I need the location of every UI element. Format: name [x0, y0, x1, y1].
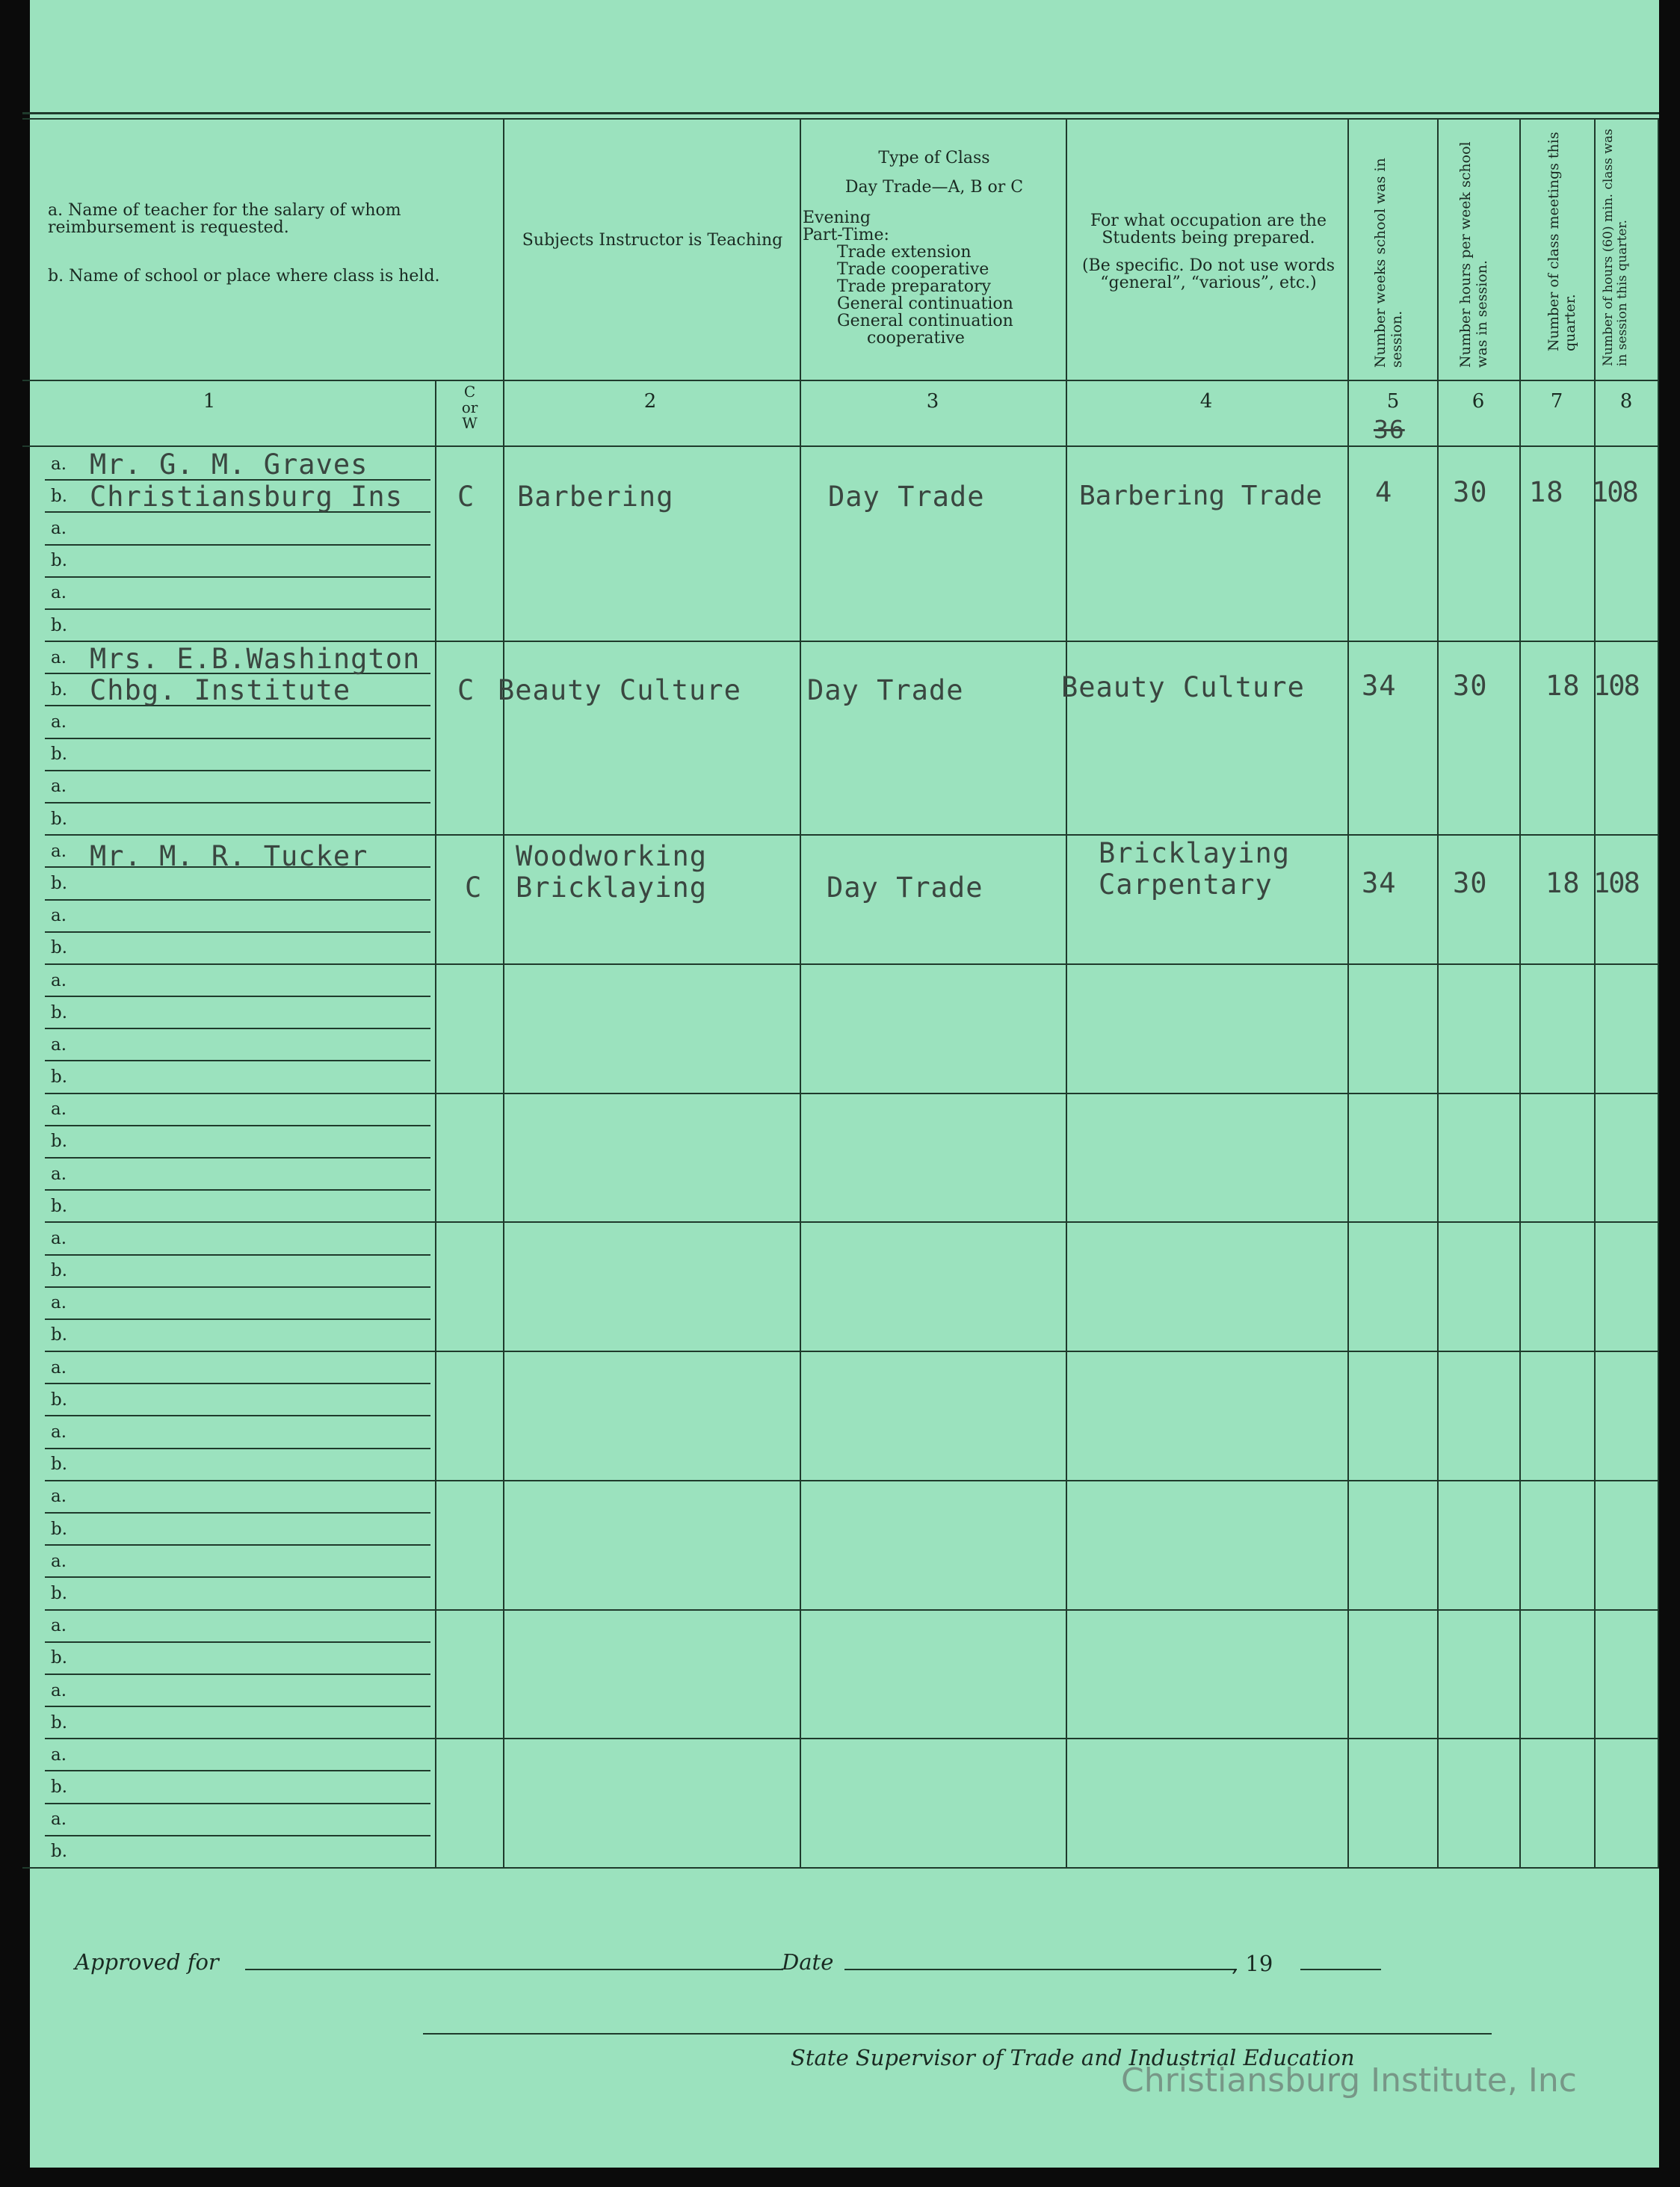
row-label-b: b.	[51, 1325, 68, 1345]
colnum-divider	[22, 445, 1659, 447]
row-divider	[45, 1157, 430, 1159]
entry-1-occupation: Barbering Trade	[1079, 481, 1323, 511]
row-label-b: b.	[51, 1842, 68, 1861]
header-col3-opt: General continuation	[837, 294, 1013, 313]
col-line	[435, 380, 436, 1869]
row-label-b: b.	[51, 1261, 68, 1280]
row-label-b: b.	[51, 1713, 68, 1733]
entry-2-cw: C	[457, 674, 475, 706]
row-label-a: a.	[51, 842, 67, 861]
row-label-b: b.	[51, 1390, 68, 1410]
entry-3-weeks: 34	[1362, 867, 1397, 899]
row-divider	[45, 1318, 430, 1320]
entry-2-hours-total: 108	[1593, 670, 1639, 702]
row-divider	[45, 1415, 430, 1416]
row-label-a: a.	[51, 583, 67, 602]
col-line	[1066, 120, 1067, 1869]
row-label-a: a.	[51, 1165, 67, 1184]
entry-3-type: Day Trade	[827, 872, 983, 904]
row-divider-full	[45, 641, 1659, 642]
header-col4	[1070, 212, 1347, 292]
top-rule-2	[22, 118, 1659, 120]
entry-3-occupation-1: Bricklaying	[1099, 837, 1291, 869]
header-col1-b: b. Name of school or place where class is held.	[48, 267, 440, 286]
row-label-b: b.	[51, 744, 68, 764]
date-line	[844, 1969, 1237, 1970]
row-label-b: b.	[51, 1584, 68, 1603]
row-divider	[45, 576, 430, 578]
row-divider	[45, 608, 430, 610]
row-divider-full	[45, 1609, 1659, 1611]
year-label: , 19	[1232, 1951, 1273, 1976]
row-divider	[45, 1512, 430, 1514]
row-divider	[45, 1254, 430, 1256]
header-col3-evening: Evening	[803, 209, 871, 227]
row-divider	[45, 1706, 430, 1707]
header-col3-opt: Trade preparatory	[837, 277, 991, 296]
row-label-a: a.	[51, 971, 67, 990]
row-divider-full	[45, 834, 1659, 836]
row-divider-full	[45, 1480, 1659, 1481]
row-divider	[45, 899, 430, 901]
header-divider	[22, 380, 1659, 381]
header-col2: Subjects Instructor is Teaching	[522, 231, 783, 250]
entry-1-hours-total: 108	[1592, 476, 1637, 508]
entry-3-hours-total: 108	[1593, 867, 1639, 899]
entry-3-subject-1: Woodworking	[516, 840, 708, 872]
entry-2-type: Day Trade	[807, 674, 964, 706]
row-divider-full	[45, 1738, 1659, 1739]
row-label-b: b.	[51, 616, 68, 635]
header-cw-c: C	[463, 383, 476, 401]
header-col3-opt: Trade cooperative	[837, 260, 989, 279]
grid-bottom	[22, 1867, 1659, 1869]
row-label-a: a.	[51, 1099, 67, 1119]
row-divider	[45, 1383, 430, 1384]
row-divider-full	[45, 963, 1659, 965]
row-divider	[45, 802, 430, 803]
row-divider	[45, 1674, 430, 1675]
row-label-b: b.	[51, 874, 68, 893]
row-divider	[45, 1576, 430, 1578]
entry-1-type: Day Trade	[828, 481, 985, 513]
approved-for-label: Approved for	[75, 1949, 219, 1975]
row-divider-full	[45, 1221, 1659, 1223]
colnum-8: 8	[1619, 390, 1633, 413]
row-label-a: a.	[51, 1229, 67, 1248]
row-label-a: a.	[51, 1681, 67, 1700]
header-col3-title: Type of Class	[878, 149, 990, 167]
entry-3-hours-week: 30	[1453, 867, 1488, 899]
col-line	[1437, 120, 1439, 1869]
row-label-a: a.	[51, 1358, 67, 1378]
colnum-6: 6	[1471, 390, 1485, 413]
entry-3-occupation-2: Carpentary	[1099, 869, 1273, 901]
row-label-b: b.	[51, 1197, 68, 1216]
entry-1-teacher: Mr. G. M. Graves	[90, 448, 368, 481]
entry-2-school: Chbg. Institute	[90, 674, 351, 706]
entry-1-meetings: 18	[1529, 476, 1564, 508]
entry-3-teacher: Mr. M. R. Tucker	[90, 840, 368, 872]
header-col8: Number of hours (60) min. class was in session this quarter.	[1601, 129, 1630, 366]
header-col4-question: For what occupation are the Students being prepared.	[1090, 212, 1327, 247]
col-line	[503, 120, 504, 1869]
row-label-b: b.	[51, 1648, 68, 1668]
row-label-b: b.	[51, 680, 68, 700]
approved-for-line	[245, 1969, 783, 1970]
row-label-a: a.	[51, 1810, 67, 1829]
row-divider	[45, 1448, 430, 1449]
row-label-a: a.	[51, 712, 67, 732]
entry-3-subject-2: Bricklaying	[516, 872, 708, 904]
row-label-a: a.	[51, 906, 67, 925]
header-col1-a: a. Name of teacher for the salary of whom reimbursement is requested.	[48, 201, 401, 237]
row-label-b: b.	[51, 551, 68, 570]
row-label-a: a.	[51, 1552, 67, 1571]
row-label-b: b.	[51, 938, 68, 957]
row-divider	[45, 1028, 430, 1029]
row-divider	[45, 770, 430, 771]
row-divider	[45, 738, 430, 739]
colnum-5: 5	[1386, 390, 1400, 413]
col-line	[1658, 120, 1659, 1869]
row-label-a: a.	[51, 1293, 67, 1312]
colnum-4: 4	[1199, 390, 1213, 413]
header-col6: Number hours per week school was in session.	[1457, 141, 1490, 368]
year-line	[1300, 1969, 1381, 1970]
row-label-a: a.	[51, 1745, 67, 1765]
row-label-a: a.	[51, 1616, 67, 1635]
header-cw-w: W	[462, 414, 478, 432]
header-col4-note: (Be specific. Do not use words “general”, “various”, etc.)	[1081, 256, 1335, 292]
header-col5: Number weeks school was in session.	[1372, 158, 1405, 368]
date-label: Date	[782, 1949, 834, 1975]
entry-1-weeks: 4	[1375, 476, 1393, 508]
row-label-a: a.	[51, 1422, 67, 1442]
header-col3-opt: Trade extension	[837, 243, 972, 262]
row-label-b: b.	[51, 1777, 68, 1797]
entry-1-weeks-struck: 36	[1374, 415, 1405, 444]
entry-2-teacher: Mrs. E.B.Washington	[90, 643, 421, 675]
row-divider	[45, 1544, 430, 1546]
watermark: Christiansburg Institute, Inc	[1121, 2061, 1577, 2100]
entry-2-hours-week: 30	[1453, 670, 1488, 702]
row-label-a: a.	[51, 648, 67, 667]
entry-1-school: Christiansburg Ins	[90, 481, 403, 513]
entry-1-hours-week: 30	[1453, 476, 1488, 508]
row-divider	[45, 1286, 430, 1288]
entry-1-cw: C	[457, 481, 475, 513]
row-divider	[45, 1189, 430, 1191]
row-divider	[45, 1641, 430, 1643]
signature-line	[423, 2033, 1492, 2035]
row-label-b: b.	[51, 487, 68, 506]
colnum-1: 1	[203, 390, 216, 413]
row-divider-full	[45, 1351, 1659, 1352]
row-label-b: b.	[51, 1067, 68, 1087]
header-col3-opt: cooperative	[867, 329, 965, 348]
header-col7: Number of class meetings this quarter.	[1545, 132, 1578, 351]
header-col3-parttime: Part-Time:	[803, 226, 889, 244]
row-label-b: b.	[51, 1003, 68, 1022]
col-line	[1347, 120, 1349, 1869]
entry-1-subject: Barbering	[517, 481, 674, 513]
entry-3-cw: C	[465, 872, 483, 904]
row-divider	[45, 544, 430, 546]
col-line	[1594, 120, 1596, 1869]
entry-2-meetings: 18	[1545, 670, 1581, 702]
row-divider	[45, 1060, 430, 1061]
header-col3-opt: General continuation	[837, 312, 1013, 330]
signature-title: State Supervisor of Trade and Industrial Education	[791, 2045, 1355, 2070]
row-label-a: a.	[51, 1035, 67, 1055]
colnum-7: 7	[1550, 390, 1563, 413]
col-line	[800, 120, 801, 1869]
top-rule	[22, 112, 1659, 114]
entry-3-meetings: 18	[1545, 867, 1581, 899]
row-divider	[45, 996, 430, 997]
row-divider	[45, 1770, 430, 1771]
colnum-2: 2	[643, 390, 657, 413]
colnum-3: 3	[926, 390, 939, 413]
row-label-a: a.	[51, 454, 67, 474]
row-divider	[45, 1803, 430, 1804]
header-cw-or: or	[461, 398, 478, 416]
row-label-b: b.	[51, 1132, 68, 1151]
row-label-b: b.	[51, 1455, 68, 1474]
entry-2-subject: Beauty Culture	[498, 674, 741, 706]
row-label-a: a.	[51, 777, 67, 796]
row-divider	[45, 931, 430, 933]
col-line	[1519, 120, 1521, 1869]
header-cw	[436, 384, 503, 431]
row-label-b: b.	[51, 809, 68, 829]
header-col3-day: Day Trade—A, B or C	[844, 178, 1024, 197]
row-divider-full	[45, 1093, 1659, 1094]
row-label-a: a.	[51, 1487, 67, 1506]
row-divider	[45, 1125, 430, 1126]
entry-2-weeks: 34	[1362, 670, 1397, 702]
row-label-a: a.	[51, 519, 67, 538]
row-label-b: b.	[51, 1520, 68, 1539]
row-divider	[45, 1835, 430, 1836]
entry-2-occupation: Beauty Culture	[1061, 671, 1305, 703]
header-col3	[803, 149, 1066, 347]
